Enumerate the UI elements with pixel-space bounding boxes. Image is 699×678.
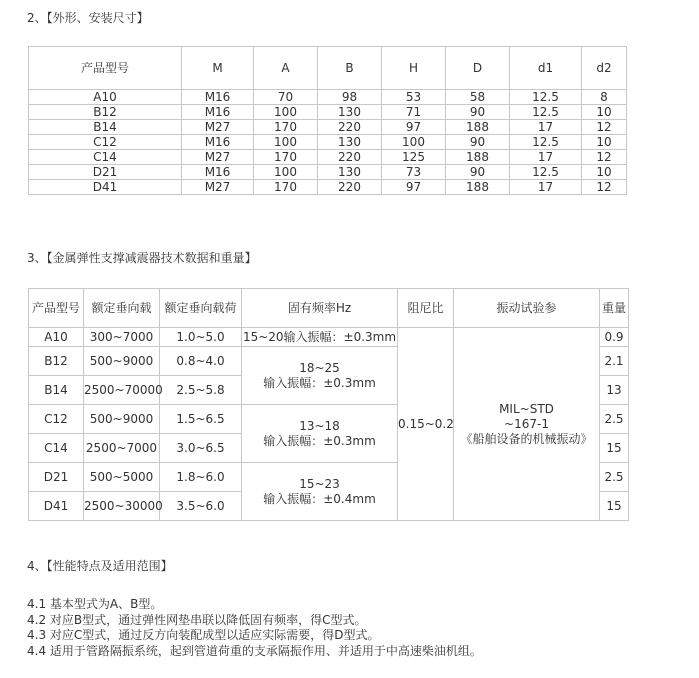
frequency-range: 18~25 (299, 360, 340, 375)
table-cell: 53 (382, 90, 446, 105)
table-cell: M27 (182, 150, 254, 165)
table-cell: M16 (182, 135, 254, 150)
model-cell: C14 (29, 434, 84, 463)
table-cell: M27 (182, 120, 254, 135)
list-item: 4.1 基本型式为A、B型。 (27, 597, 163, 611)
table-cell: 100 (254, 105, 318, 120)
table-cell: D41 (29, 180, 182, 195)
table-cell: C14 (29, 150, 182, 165)
table-cell: 12.5 (510, 105, 582, 120)
table-cell: 130 (318, 105, 382, 120)
input-amplitude: 输入振幅：±0.4mm (263, 491, 376, 506)
weight-cell: 15 (600, 434, 629, 463)
table-cell: 220 (318, 150, 382, 165)
table-cell: 100 (382, 135, 446, 150)
test-standard: MIL~STD (499, 401, 554, 416)
frequency-range: 13~18 (299, 418, 340, 433)
table-cell: B12 (29, 105, 182, 120)
load-cell: 2500~30000 (84, 492, 160, 521)
load2-cell: 1.8~6.0 (160, 463, 242, 492)
frequency-cell (242, 463, 398, 521)
table-cell: 220 (318, 120, 382, 135)
header-cell: M (182, 47, 254, 90)
dimensions-header-row (29, 47, 627, 90)
load2-cell: 3.5~6.0 (160, 492, 242, 521)
header-cell: B (318, 47, 382, 90)
table-cell: 90 (446, 165, 510, 180)
table-cell: M16 (182, 105, 254, 120)
table-row (29, 135, 627, 150)
table-cell: B14 (29, 120, 182, 135)
damping-cell: 0.15~0.2 (398, 328, 454, 521)
header-cell: d1 (510, 47, 582, 90)
header-cell: 阻尼比 (398, 289, 454, 328)
weight-cell: 2.1 (600, 347, 629, 376)
header-cell: A (254, 47, 318, 90)
load-cell: 2500~70000 (84, 376, 160, 405)
table-cell: 12.5 (510, 135, 582, 150)
model-cell: D41 (29, 492, 84, 521)
table-row (29, 180, 627, 195)
weight-cell: 2.5 (600, 463, 629, 492)
weight-cell: 2.5 (600, 405, 629, 434)
input-amplitude: 输入振幅：±0.3mm (263, 375, 376, 390)
header-cell: d2 (582, 47, 627, 90)
frequency-cell: 15~20输入振幅：±0.3mm (242, 328, 398, 347)
header-cell: 产品型号 (29, 47, 182, 90)
test-standard-number: ~167-1 (504, 416, 549, 431)
table-cell: M16 (182, 90, 254, 105)
table-cell: D21 (29, 165, 182, 180)
table-cell: 58 (446, 90, 510, 105)
header-cell: 重量 (600, 289, 629, 328)
list-item: 4.2 对应B型式，通过弹性网垫串联以降低固有频率，得C型式。 (27, 612, 367, 627)
model-cell: B12 (29, 347, 84, 376)
header-cell: 产品型号 (29, 289, 84, 328)
table-cell: 97 (382, 180, 446, 195)
frequency-cell (242, 405, 398, 463)
table-row (29, 150, 627, 165)
table-cell: 10 (582, 165, 627, 180)
table-cell: 73 (382, 165, 446, 180)
load2-cell: 0.8~4.0 (160, 347, 242, 376)
header-cell: D (446, 47, 510, 90)
frequency-cell (242, 347, 398, 405)
table-cell: 8 (582, 90, 627, 105)
table-cell: 170 (254, 150, 318, 165)
table-cell: 12.5 (510, 165, 582, 180)
load2-cell: 1.5~6.5 (160, 405, 242, 434)
table-cell: M16 (182, 165, 254, 180)
table-row (29, 90, 627, 105)
list-item: 4.3 对应C型式，通过反方向装配成型以适应实际需要，得D型式。 (27, 628, 380, 642)
table-cell: 12 (582, 150, 627, 165)
table-cell: 170 (254, 180, 318, 195)
section-2-title: 2、【外形、安装尺寸】 (27, 11, 149, 25)
list-item: 4.4 适用于管路隔振系统，起到管道荷重的支承隔振作用、并适用于中高速柴油机组。 (27, 643, 482, 658)
table-cell: 97 (382, 120, 446, 135)
table-cell: 90 (446, 105, 510, 120)
model-cell: A10 (29, 328, 84, 347)
table-cell: 220 (318, 180, 382, 195)
table-cell: 170 (254, 120, 318, 135)
table-cell: 12 (582, 120, 627, 135)
weight-cell: 0.9 (600, 328, 629, 347)
table-cell: 17 (510, 120, 582, 135)
table-cell: 17 (510, 180, 582, 195)
table-cell: 10 (582, 135, 627, 150)
table-row (29, 105, 627, 120)
table-cell: 188 (446, 180, 510, 195)
load2-cell: 1.0~5.0 (160, 328, 242, 347)
table-cell: 188 (446, 120, 510, 135)
weight-cell: 15 (600, 492, 629, 521)
technical-data-table (28, 288, 629, 521)
table-cell: 12.5 (510, 90, 582, 105)
header-cell: H (382, 47, 446, 90)
load-cell: 500~9000 (84, 347, 160, 376)
table-cell: 100 (254, 135, 318, 150)
table-cell: 125 (382, 150, 446, 165)
table-cell: 71 (382, 105, 446, 120)
table-cell: 17 (510, 150, 582, 165)
table-cell: 10 (582, 105, 627, 120)
load-cell: 500~5000 (84, 463, 160, 492)
table-cell: C12 (29, 135, 182, 150)
dimensions-table (28, 46, 627, 195)
section-4-title: 4、【性能特点及适用范围】 (27, 559, 173, 573)
table-cell: 98 (318, 90, 382, 105)
table-cell: A10 (29, 90, 182, 105)
table-row (29, 120, 627, 135)
header-cell: 固有频率Hz (242, 289, 398, 328)
section-3-title: 3、【金属弹性支撑减震器技术数据和重量】 (27, 251, 257, 265)
load2-cell: 2.5~5.8 (160, 376, 242, 405)
table-row (29, 328, 629, 347)
table-cell: 12 (582, 180, 627, 195)
test-description: 《船舶设备的机械振动》 (460, 431, 593, 446)
features-list (27, 597, 482, 659)
table-cell: 100 (254, 165, 318, 180)
vibration-test-cell (454, 328, 600, 521)
load-cell: 2500~7000 (84, 434, 160, 463)
technical-header-row (29, 289, 629, 328)
model-cell: C12 (29, 405, 84, 434)
table-cell: M27 (182, 180, 254, 195)
load2-cell: 3.0~6.5 (160, 434, 242, 463)
input-amplitude: 输入振幅：±0.3mm (263, 433, 376, 448)
load-cell: 500~9000 (84, 405, 160, 434)
model-cell: B14 (29, 376, 84, 405)
table-cell: 70 (254, 90, 318, 105)
table-cell: 130 (318, 135, 382, 150)
weight-cell: 13 (600, 376, 629, 405)
frequency-range: 15~23 (299, 476, 340, 491)
table-cell: 90 (446, 135, 510, 150)
model-cell: D21 (29, 463, 84, 492)
table-cell: 130 (318, 165, 382, 180)
header-cell: 额定垂向载荷 (160, 289, 242, 328)
header-cell: 额定垂向载 (84, 289, 160, 328)
load-cell: 300~7000 (84, 328, 160, 347)
table-cell: 188 (446, 150, 510, 165)
table-row (29, 165, 627, 180)
header-cell: 振动试验参 (454, 289, 600, 328)
